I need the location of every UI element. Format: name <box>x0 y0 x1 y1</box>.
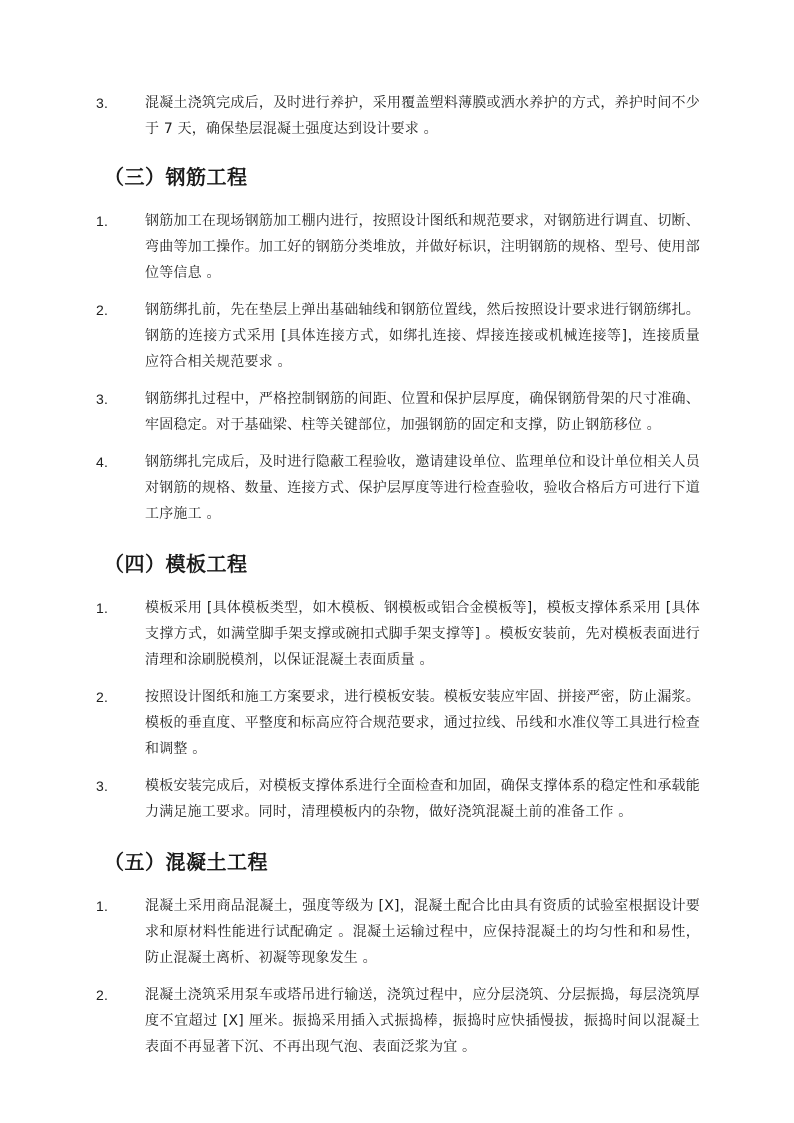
list-item-number: 2. <box>96 302 109 318</box>
section-heading-rebar: （三）钢筋工程 <box>104 165 248 189</box>
list-item <box>96 595 700 673</box>
list-item-number: 3. <box>96 95 109 111</box>
list-item-text: 混凝土浇筑采用泵车或塔吊进行输送，浇筑过程中，应分层浇筑、分层振捣，每层浇筑厚度不宜超过 [X] 厘米。振捣采用插入式振捣棒，振捣时应快插慢拔，振捣时间以混凝土表面不再显著下沉、不再出现气泡、表面泛浆为宜 。 <box>145 987 700 1055</box>
list-item <box>96 90 700 142</box>
list-item <box>96 449 700 527</box>
list-item-number: 3. <box>96 778 109 794</box>
list-item <box>96 297 700 375</box>
section-heading-formwork: （四）模板工程 <box>104 552 248 576</box>
list-item-number: 1. <box>96 600 109 616</box>
list-item <box>96 208 700 286</box>
list-item-number: 2. <box>96 689 109 705</box>
list-item <box>96 386 700 438</box>
list-item-number: 1. <box>96 898 109 914</box>
list-item-text: 钢筋绑扎完成后，及时进行隐蔽工程验收，邀请建设单位、监理单位和设计单位相关人员对钢筋的规格、数量、连接方式、保护层厚度等进行检查验收，验收合格后方可进行下道工序施工 。 <box>145 454 700 522</box>
list-item-number: 4. <box>96 454 109 470</box>
list-item-text: 混凝土采用商品混凝土，强度等级为 [X]，混凝土配合比由具有资质的试验室根据设计要求和原材料性能进行试配确定 。混凝土运输过程中，应保持混凝土的均匀性和和易性，防止混凝土离析、初凝等现象发生 。 <box>145 898 700 966</box>
list-item <box>96 893 700 971</box>
list-item-text: 钢筋加工在现场钢筋加工棚内进行，按照设计图纸和规范要求，对钢筋进行调直、切断、弯曲等加工操作。加工好的钢筋分类堆放，并做好标识，注明钢筋的规格、型号、使用部位等信息 。 <box>145 213 700 281</box>
list-item-text: 模板采用 [具体模板类型，如木模板、钢模板或铝合金模板等]，模板支撑体系采用 [具体支撑方式，如满堂脚手架支撑或碗扣式脚手架支撑等] 。模板安装前，先对模板表面进行清理和涂刷脱模剂，以保证混凝土表面质量 。 <box>145 600 700 668</box>
list-item-text: 按照设计图纸和施工方案要求，进行模板安装。模板安装应牢固、拼接严密，防止漏浆。模板的垂直度、平整度和标高应符合规范要求，通过拉线、吊线和水准仪等工具进行检查和调整 。 <box>145 689 700 757</box>
list-item <box>96 982 700 1060</box>
list-item <box>96 684 700 762</box>
list-item-text: 钢筋绑扎前，先在垫层上弹出基础轴线和钢筋位置线，然后按照设计要求进行钢筋绑扎。钢筋的连接方式采用 [具体连接方式，如绑扎连接、焊接连接或机械连接等]，连接质量应符合相关规范要求 。 <box>145 302 700 370</box>
list-item <box>96 773 700 825</box>
list-item-number: 3. <box>96 391 109 407</box>
list-item-text: 混凝土浇筑完成后，及时进行养护，采用覆盖塑料薄膜或洒水养护的方式，养护时间不少于 7 天，确保垫层混凝土强度达到设计要求 。 <box>145 95 700 137</box>
list-item-number: 2. <box>96 987 109 1003</box>
list-item-text: 模板安装完成后，对模板支撑体系进行全面检查和加固，确保支撑体系的稳定性和承载能力满足施工要求。同时，清理模板内的杂物，做好浇筑混凝土前的准备工作 。 <box>145 778 700 820</box>
section-heading-concrete: （五）混凝土工程 <box>104 850 268 874</box>
list-item-text: 钢筋绑扎过程中，严格控制钢筋的间距、位置和保护层厚度，确保钢筋骨架的尺寸准确、牢固稳定。对于基础梁、柱等关键部位，加强钢筋的固定和支撑，防止钢筋移位 。 <box>145 391 700 433</box>
list-item-number: 1. <box>96 213 109 229</box>
